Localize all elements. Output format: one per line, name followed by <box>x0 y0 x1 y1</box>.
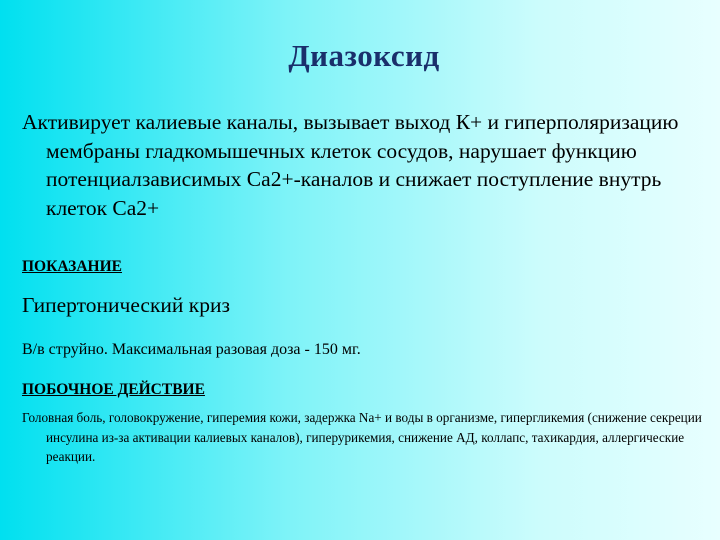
side-effects-text: Головная боль, головокружение, гиперемия кожи, задержка Na+ и воды в организме, гипергликемия (снижение секреции инсулина из-за активации калиевых каналов), гиперурикемия, снижение АД, коллапс, тахикардия, аллергические реакции. <box>22 410 702 464</box>
side-effects-heading: ПОБОЧНОЕ ДЕЙСТВИЕ <box>22 381 205 398</box>
dosage-text: В/в струйно. Максимальная разовая доза - 150 мг. <box>22 341 361 358</box>
indication-text: Гипертонический криз <box>22 293 230 317</box>
mechanism-paragraph: Активирует калиевые каналы, вызывает выход К+ и гиперполяризацию мембраны гладкомышечных клеток сосудов, нарушает функцию потенциалзависимых Са2+-каналов и снижает поступление внутрь клеток Са2+ <box>22 110 679 220</box>
indication-heading: ПОКАЗАНИЕ <box>22 258 122 275</box>
slide-title: Диазоксид <box>288 38 440 73</box>
